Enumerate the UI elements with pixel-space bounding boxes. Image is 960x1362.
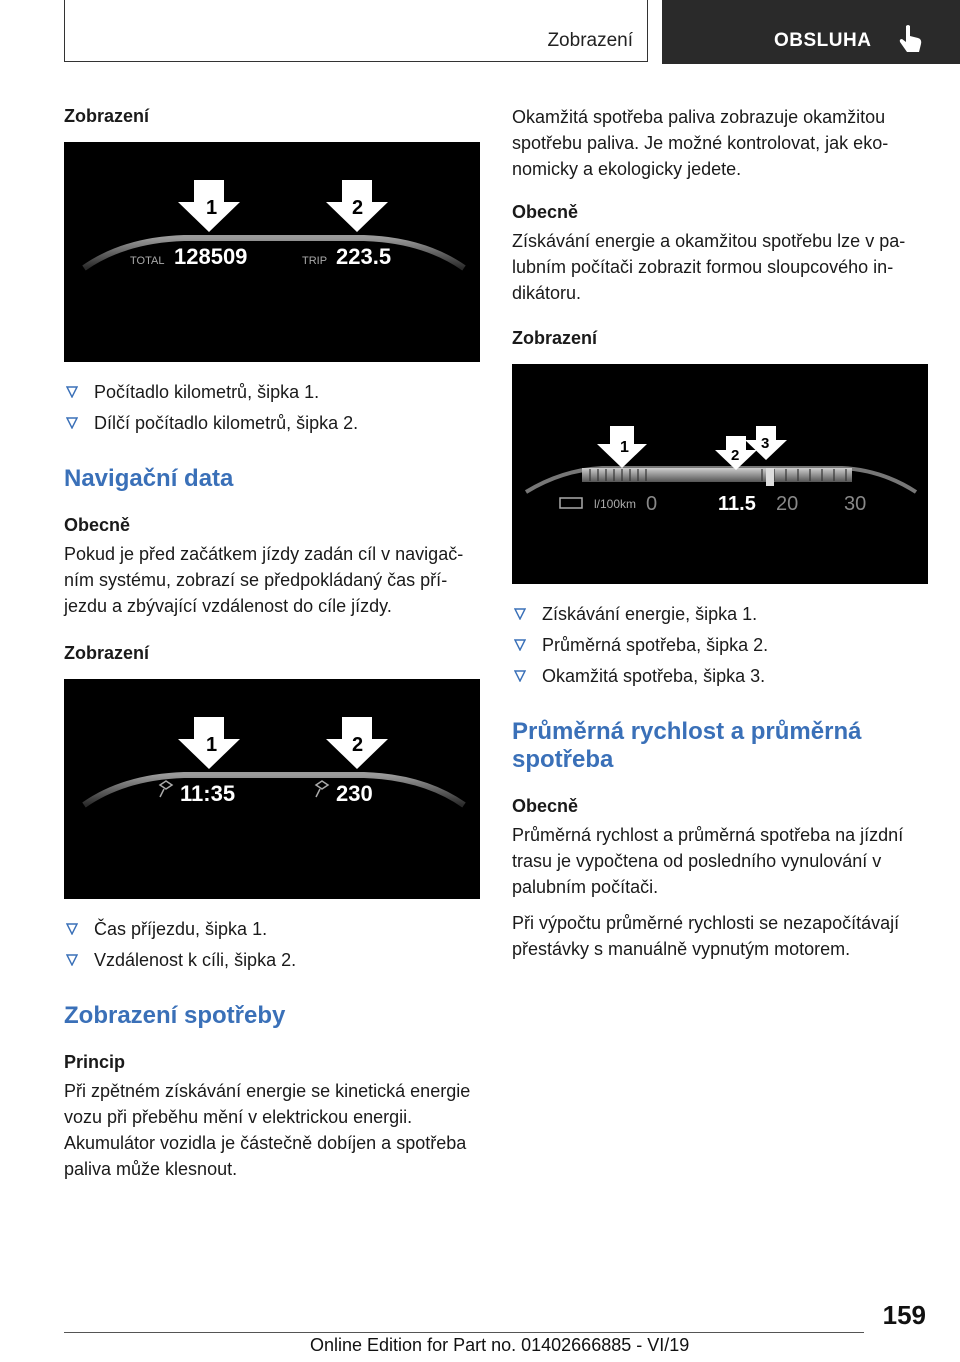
left-column <box>64 104 480 1196</box>
triangle-bullet-icon <box>514 608 526 620</box>
running-header-box <box>64 0 648 62</box>
section-heading-consumption: Zobrazení spotřeby <box>64 1002 286 1029</box>
subheading-principle: Princip <box>64 1052 126 1072</box>
list-item: Okamžitá spotřeba, šipka 3. <box>512 664 928 688</box>
fig2-legend <box>64 917 480 972</box>
total-label: TOTAL <box>130 255 165 267</box>
tick-30: 30 <box>844 493 867 515</box>
list-item: Čas příjezdu, šipka 1. <box>64 917 480 941</box>
consumption-display-image <box>512 364 928 584</box>
arrow-2-number: 2 <box>352 197 364 219</box>
arrow-1-number: 1 <box>206 197 218 219</box>
section-heading-navigation: Navigační data <box>64 465 234 492</box>
fig1-caption: Zobrazení <box>64 106 150 126</box>
arrow-2-number: 2 <box>352 734 364 756</box>
total-value: 128509 <box>174 244 248 269</box>
list-item: Dílčí počítadlo kilometrů, šipka 2. <box>64 411 480 435</box>
arrow-2-number: 2 <box>731 447 740 464</box>
arrival-time-value: 11:35 <box>180 781 236 806</box>
list-item: Vzdálenost k cíli, šipka 2. <box>64 948 480 972</box>
list-item: Počítadlo kilometrů, šipka 1. <box>64 380 480 404</box>
fig2-caption: Zobrazení <box>64 643 150 663</box>
unit-label: l/100km <box>594 497 637 511</box>
footer-divider <box>64 1332 864 1333</box>
general-paragraph: Získávání energie a okamžitou spotřebu lze v palubním počítači zobrazit formou sloupcového indikátoru. <box>512 231 906 303</box>
running-header-section: Zobrazení <box>547 30 633 51</box>
tick-0: 0 <box>646 493 658 515</box>
consumption-value: 11.5 <box>718 493 756 515</box>
chapter-title: OBSLUHA <box>774 30 872 51</box>
subheading-general: Obecně <box>64 515 131 535</box>
triangle-bullet-icon <box>66 954 78 966</box>
subheading-general: Obecně <box>512 796 579 816</box>
list-item: Průměrná spotřeba, šipka 2. <box>512 633 928 657</box>
triangle-bullet-icon <box>66 386 78 398</box>
right-column <box>512 104 928 976</box>
arrow-3-number: 3 <box>761 435 770 452</box>
fig3-caption: Zobrazení <box>512 328 598 348</box>
average-paragraph-2: Při výpočtu průměrné rychlosti se nezapočítávají přestávky s manuálně vypnutým motorem. <box>512 913 900 959</box>
triangle-bullet-icon <box>66 923 78 935</box>
triangle-bullet-icon <box>514 639 526 651</box>
list-item: Získávání energie, šipka 1. <box>512 602 928 626</box>
average-paragraph-1: Průměrná rychlost a průměrná spotřeba na jízdní trasu je vypočtena od posledního vynulování v palubním počítači. <box>512 825 904 897</box>
fig3-legend <box>512 602 928 688</box>
chapter-tab <box>662 0 960 64</box>
odometer-display-image <box>64 142 480 362</box>
trip-value: 223.5 <box>336 244 392 269</box>
destination-flag-icon <box>316 781 328 797</box>
navigation-paragraph: Pokud je před začátkem jízdy zadán cíl v navigačním systému, zobrazí se předpokládaný čas příjezdu a zbývající vzdálenost do cíle jízdy. <box>64 544 464 616</box>
consumption-paragraph: Při zpětném získávání energie se kinetická energie vozu při přeběhu mění v elektrickou energii. Akumulátor vozidla je částečně dobíjen a spotřeba paliva může klesnout. <box>64 1081 471 1179</box>
subheading-general: Obecně <box>512 202 579 222</box>
battery-icon <box>560 498 582 508</box>
destination-flag-icon <box>160 781 172 797</box>
arrow-1-number: 1 <box>620 439 629 456</box>
arrow-1-number: 1 <box>206 734 218 756</box>
navigation-display-image <box>64 679 480 899</box>
triangle-bullet-icon <box>514 670 526 682</box>
intro-paragraph: Okamžitá spotřeba paliva zobrazuje okamžitou spotřebu paliva. Je možné kontrolovat, jak ekonomicky a ekologicky jedete. <box>512 107 889 179</box>
section-heading-average: Průměrná rychlost a průměrná spotřeba <box>512 718 862 773</box>
triangle-bullet-icon <box>66 417 78 429</box>
distance-value: 230 <box>336 781 373 806</box>
fig1-legend <box>64 380 480 435</box>
edition-note: Online Edition for Part no. 01402666885 - VI/19 <box>310 1335 690 1355</box>
hand-pointer-icon <box>898 24 924 54</box>
tick-20: 20 <box>776 493 799 515</box>
page-number: 159 <box>882 1300 926 1330</box>
trip-label: TRIP <box>302 255 328 267</box>
